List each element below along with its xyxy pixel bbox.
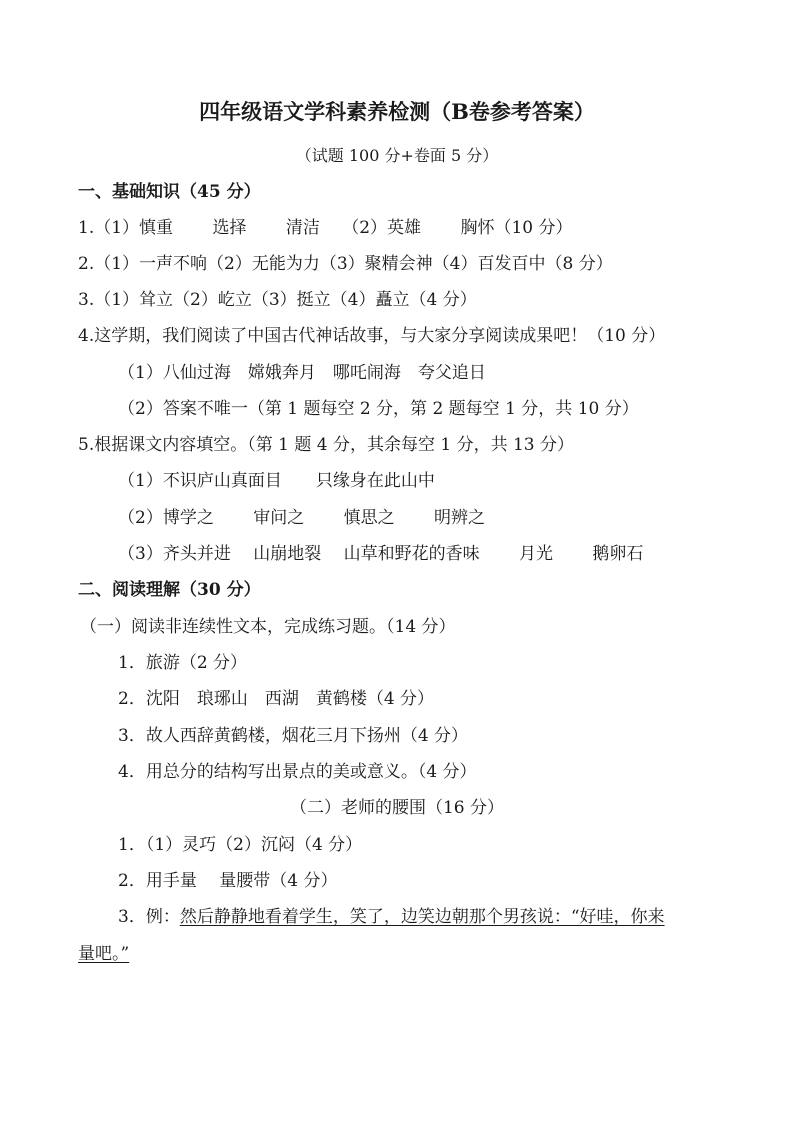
reading-answer-4: 4．用总分的结构写出景点的美或意义。（4 分） [118, 762, 477, 782]
reading-part-1-heading: （一）阅读非连续性文本，完成练习题。（14 分） [80, 617, 456, 637]
section-heading-basics: 一、基础知识（45 分） [78, 182, 261, 202]
reading2-answer-1: 1．（1）灵巧（2）沉闷（4 分） [118, 835, 363, 855]
answer-line-4-2: （2）答案不唯一（第 1 题每空 2 分，第 2 题每空 1 分，共 10 分） [118, 399, 639, 419]
reading-answer-3: 3．故人西辞黄鹤楼，烟花三月下扬州（4 分） [118, 726, 469, 746]
document-title: 四年级语文学科素养检测（B卷参考答案） [199, 99, 595, 124]
reading-answer-2: 2．沈阳 琅琊山 西湖 黄鹤楼（4 分） [118, 689, 435, 709]
section-heading-reading: 二、阅读理解（30 分） [78, 580, 261, 600]
example-underlined-text: 然后静静地看着学生，笑了，边笑边朝那个男孩说：“好哇，你来 [179, 907, 665, 927]
reading2-answer-2: 2．用手量 量腰带（4 分） [118, 871, 338, 891]
answer-line-1: 1.（1）慎重 选择 清洁 （2）英雄 胸怀（10 分） [78, 218, 573, 238]
reading2-answer-3 [118, 906, 665, 928]
answer-line-5-3: （3）齐头并进 山崩地裂 山草和野花的香味 月光 鹅卵石 [118, 544, 644, 564]
answer-line-5-2: （2）博学之 审问之 慎思之 明辨之 [118, 508, 486, 528]
answer-line-4-1: （1）八仙过海 嫦娥奔月 哪吒闹海 夸父追日 [118, 363, 486, 383]
answer-line-4: 4.这学期，我们阅读了中国古代神话故事，与大家分享阅读成果吧！（10 分） [78, 326, 666, 346]
example-underlined-continuation: 量吧。” [78, 944, 130, 964]
answer-line-5-1: （1）不识庐山真面目 只缘身在此山中 [118, 471, 435, 491]
reading-part-2-heading: （二）老师的腰围（16 分） [289, 798, 505, 818]
answer-line-5: 5.根据课文内容填空。（第 1 题 4 分，其余每空 1 分，共 13 分） [78, 435, 575, 455]
document-subtitle: （试题 100 分+卷面 5 分） [295, 146, 499, 165]
example-label: 3．例： [118, 907, 180, 927]
reading-answer-1: 1．旅游（2 分） [118, 653, 248, 673]
answer-line-2: 2.（1）一声不响（2）无能为力（3）聚精会神（4）百发百中（8 分） [78, 254, 613, 274]
answer-line-3: 3.（1）耸立（2）屹立（3）挺立（4）矗立（4 分） [78, 290, 477, 310]
